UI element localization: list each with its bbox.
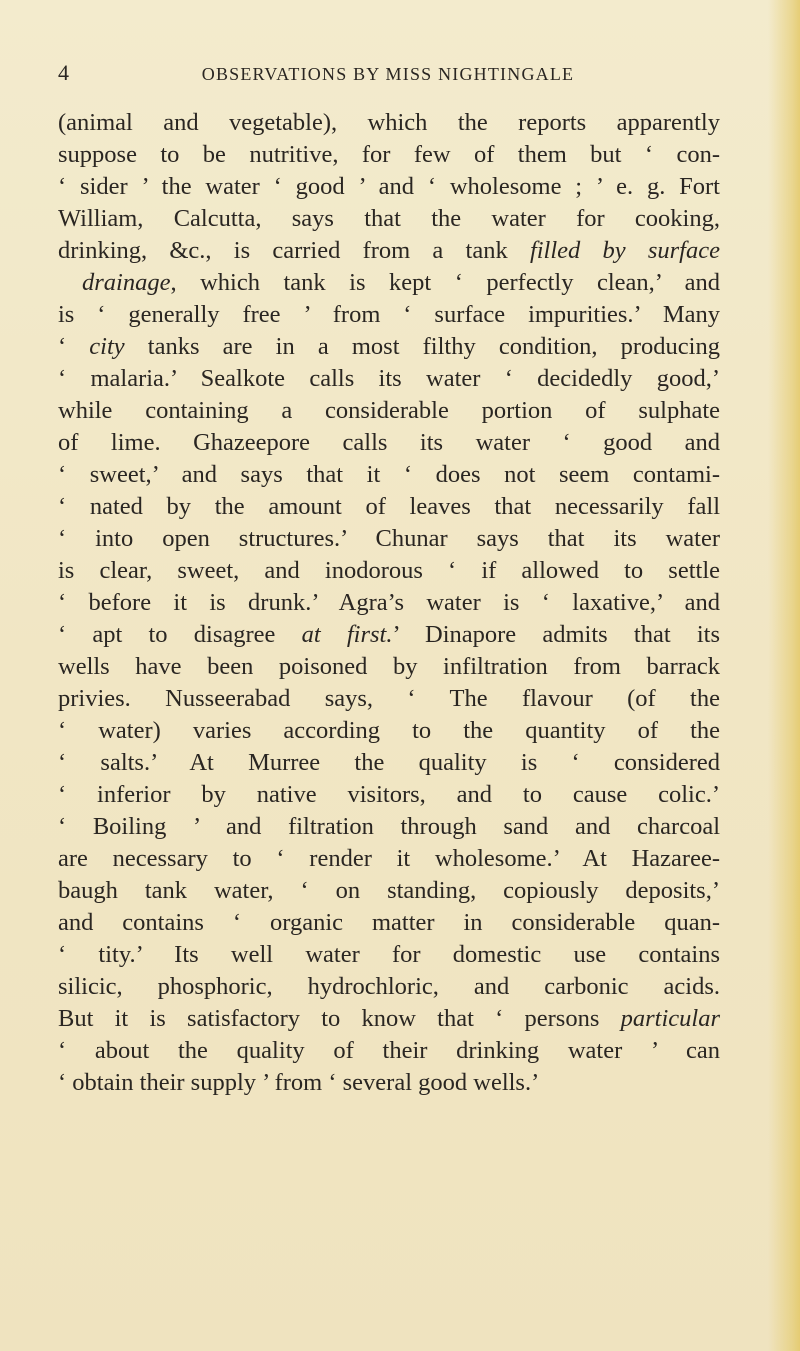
- text-line: drainage, which tank is kept ‘ perfectly clean,’ and: [82, 269, 720, 296]
- text-line: ‘ nated by the amount of leaves that necessarily fall: [58, 493, 720, 520]
- text-line: silicic, phosphoric, hydrochloric, and carbonic acids.: [58, 973, 720, 1000]
- text-line: is ‘ generally free ’ from ‘ surface impurities.’ Many: [58, 301, 720, 328]
- text-line: drinking, &c., is carried from a tank filled by surface: [58, 237, 720, 264]
- text-line: ‘ malaria.’ Sealkote calls its water ‘ decidedly good,’: [58, 365, 720, 392]
- body-text: [58, 107, 720, 1099]
- text-line: William, Calcutta, says that the water for cooking,: [58, 205, 720, 232]
- text-line: ‘ apt to disagree at first.’ Dinapore admits that its: [58, 621, 720, 648]
- italic-text: drainage: [82, 269, 171, 296]
- italic-text: filled by surface: [529, 237, 720, 264]
- text-line: ‘ sweet,’ and says that it ‘ does not seem contami-: [58, 461, 720, 488]
- text-line: and contains ‘ organic matter in considerable quan-: [58, 909, 720, 936]
- italic-text: at first.: [301, 621, 393, 648]
- text-line: while containing a considerable portion of sulphate: [58, 397, 720, 424]
- text-line: ‘ city tanks are in a most filthy condition, producing: [58, 333, 720, 360]
- text-line: of lime. Ghazeepore calls its water ‘ good and: [58, 429, 720, 456]
- text-line: But it is satisfactory to know that ‘ persons particular: [58, 1005, 720, 1032]
- text-line: is clear, sweet, and inodorous ‘ if allowed to settle: [58, 557, 720, 584]
- text-line: ‘ salts.’ At Murree the quality is ‘ considered: [58, 749, 720, 776]
- text-line: baugh tank water, ‘ on standing, copiously deposits,’: [58, 877, 720, 904]
- text-line: (animal and vegetable), which the reports apparently: [58, 109, 720, 136]
- text-line: ‘ sider ’ the water ‘ good ’ and ‘ wholesome ; ’ e. g. Fort: [58, 173, 720, 200]
- running-title: OBSERVATIONS BY MISS NIGHTINGALE: [201, 64, 575, 84]
- text-line: ‘ before it is drunk.’ Agra’s water is ‘ laxative,’ and: [58, 589, 720, 616]
- text-line: are necessary to ‘ render it wholesome.’ At Hazaree-: [58, 845, 720, 872]
- text-line: ‘ tity.’ Its well water for domestic use contains: [58, 941, 720, 968]
- text-line: ‘ inferior by native visitors, and to cause colic.’: [58, 781, 720, 808]
- text-line: ‘ water) varies according to the quantity of the: [58, 717, 720, 744]
- text-line: ‘ obtain their supply ’ from ‘ several good wells.’: [58, 1069, 540, 1096]
- italic-text: city: [89, 333, 125, 360]
- text-line: ‘ Boiling ’ and filtration through sand and charcoal: [58, 813, 720, 840]
- page-number: 4: [58, 60, 69, 85]
- text-line: wells have been poisoned by infiltration from barrack: [58, 653, 720, 680]
- running-head: [58, 60, 718, 86]
- italic-text: particular: [620, 1005, 720, 1032]
- text-line: privies. Nusseerabad says, ‘ The flavour (of the: [58, 685, 720, 712]
- text-line: ‘ into open structures.’ Chunar says that its water: [58, 525, 720, 552]
- text-line: suppose to be nutritive, for few of them but ‘ con-: [58, 141, 720, 168]
- text-line: ‘ about the quality of their drinking water ’ can: [58, 1037, 720, 1064]
